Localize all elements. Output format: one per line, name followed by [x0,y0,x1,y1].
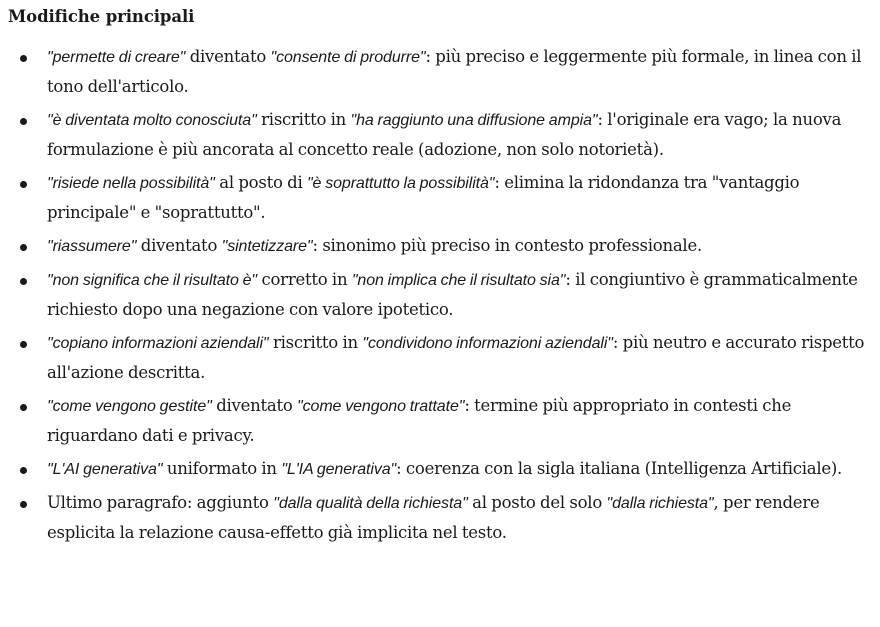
list-item [8,42,872,101]
connector-text: riscritto in [256,110,351,129]
explanation-text: : più preciso e leggermente più formale, in linea con il tono dell'articolo. [47,47,862,96]
connector-text: corretto in [257,270,352,289]
revised-phrase: "è soprattutto la possibilità" [306,175,495,192]
list-item [8,328,872,387]
revised-phrase: "come vengono trattate" [297,398,465,415]
original-phrase: "non significa che il risultato è" [47,272,258,289]
bullet-icon [20,404,27,411]
bullet-icon [20,55,27,62]
section-heading: Modifiche principali [8,7,195,26]
list-item [8,265,872,324]
added-phrase: "dalla qualità della richiesta" [273,495,468,512]
bullet-icon [20,501,27,508]
revised-phrase: "sintetizzare" [221,238,313,255]
list-item [8,391,872,450]
revised-phrase: "L'IA generativa" [281,461,397,478]
list-item [8,231,872,261]
original-phrase: "copiano informazioni aziendali" [47,335,269,352]
bullet-icon [20,181,27,188]
connector-text: diventato [185,47,271,66]
original-phrase: "riassumere" [47,238,137,255]
list-item [8,105,872,164]
bullet-icon [20,278,27,285]
connector-text: al posto del solo [467,493,607,512]
original-phrase: "risiede nella possibilità" [47,175,215,192]
connector-text: diventato [211,396,298,415]
bullet-icon [20,118,27,125]
explanation-text: : termine più appropriato in contesti che riguardano dati e privacy. [47,396,792,445]
replaced-phrase: "dalla richiesta" [606,495,714,512]
connector-text: diventato [136,236,222,255]
bullet-icon [20,244,27,251]
original-phrase: "L'AI generativa" [47,461,163,478]
list-item [8,454,872,484]
revised-phrase: "consente di produrre" [270,49,426,66]
explanation-text: : coerenza con la sigla italiana (Intelligenza Artificiale). [396,459,843,478]
bullet-icon [20,467,27,474]
explanation-text: : sinonimo più preciso in contesto professionale. [312,236,702,255]
connector-text: al posto di [214,173,307,192]
lead-text: Ultimo paragrafo: aggiunto [47,493,274,512]
explanation-text: , per rendere esplicita la relazione causa-effetto già implicita nel testo. [47,493,820,542]
revised-phrase: "non implica che il risultato sia" [351,272,566,289]
connector-text: uniformato in [162,459,282,478]
original-phrase: "è diventata molto conosciuta" [47,112,257,129]
original-phrase: "permette di creare" [47,49,186,66]
list-item [8,488,872,547]
bullet-icon [20,341,27,348]
original-phrase: "come vengono gestite" [47,398,212,415]
list-item [8,168,872,227]
connector-text: riscritto in [268,333,363,352]
explanation-text: : l'originale era vago; la nuova formulazione è più ancorata al concetto reale (adozione, non solo notorietà). [47,110,842,159]
explanation-text: : più neutro e accurato rispetto all'azione descritta. [47,333,865,382]
revised-phrase: "condividono informazioni aziendali" [362,335,613,352]
explanation-text: : elimina la ridondanza tra "vantaggio principale" e "soprattutto". [47,173,800,222]
explanation-text: : il congiuntivo è grammaticalmente richiesto dopo una negazione con valore ipotetico. [47,270,858,319]
revised-phrase: "ha raggiunto una diffusione ampia" [350,112,598,129]
changes-list [8,42,872,547]
